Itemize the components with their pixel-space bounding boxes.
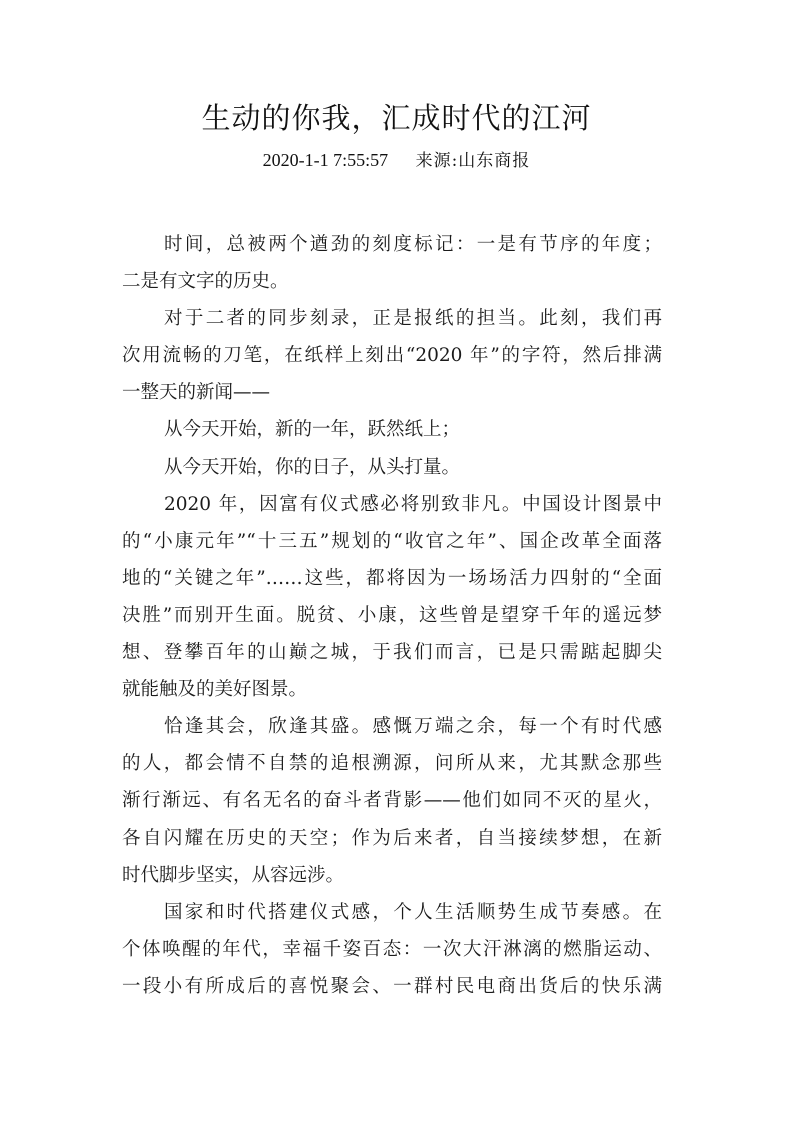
body-line: 国家和时代搭建仪式感，个人生活顺势生成节奏感。在: [164, 901, 662, 923]
body-line: 二是有文字的历史。: [122, 271, 289, 293]
body-line: 想、登攀百年的山巅之城，于我们而言，已是只需踮起脚尖: [122, 642, 662, 664]
body-line: 个体唤醒的年代，幸福千姿百态：一次大汗淋漓的燃脂运动、: [122, 938, 662, 960]
body-line: 一整天的新闻——: [122, 382, 271, 404]
body-line: 渐行渐远、有名无名的奋斗者背影——他们如同不灭的星火，: [122, 790, 662, 812]
article-body: [122, 230, 662, 1009]
body-line: 各自闪耀在历史的天空；作为后来者，自当接续梦想，在新: [122, 827, 662, 849]
body-line: 恰逢其会，欣逢其盛。感慨万端之余，每一个有时代感: [164, 716, 662, 738]
body-line: 从今天开始，你的日子，从头打量。: [164, 456, 461, 478]
article-meta: [0, 148, 793, 173]
publish-date: 2020-1-1 7:55:57: [262, 150, 389, 170]
body-line: 次用流畅的刀笔，在纸样上刻出“2020 年”的字符，然后排满: [122, 345, 662, 367]
body-line: 一段小有所成后的喜悦聚会、一群村民电商出货后的快乐满: [122, 975, 662, 997]
article-title: 生动的你我，汇成时代的江河: [201, 101, 592, 135]
body-line: 从今天开始，新的一年，跃然纸上；: [164, 419, 461, 441]
body-line: 就能触及的美好图景。: [122, 679, 308, 701]
body-line: 时代脚步坚实，从容远涉。: [122, 864, 345, 886]
body-line: 时间，总被两个遒劲的刻度标记：一是有节序的年度；: [164, 234, 662, 255]
body-line: 对于二者的同步刻录，正是报纸的担当。此刻，我们再: [164, 308, 662, 330]
body-line: 2020 年，因富有仪式感必将别致非凡。中国设计图景中: [164, 493, 662, 515]
article-source: 来源:山东商报: [415, 151, 531, 171]
body-line: 地的“关键之年”……这些，都将因为一场场活力四射的“全面: [122, 567, 662, 589]
body-line: 的“小康元年”“十三五”规划的“收官之年”、国企改革全面落: [122, 530, 662, 552]
body-line: 的人，都会情不自禁的追根溯源，问所从来，尤其默念那些: [122, 753, 662, 775]
body-line: 决胜”而别开生面。脱贫、小康，这些曾是望穿千年的遥远梦: [122, 604, 662, 626]
